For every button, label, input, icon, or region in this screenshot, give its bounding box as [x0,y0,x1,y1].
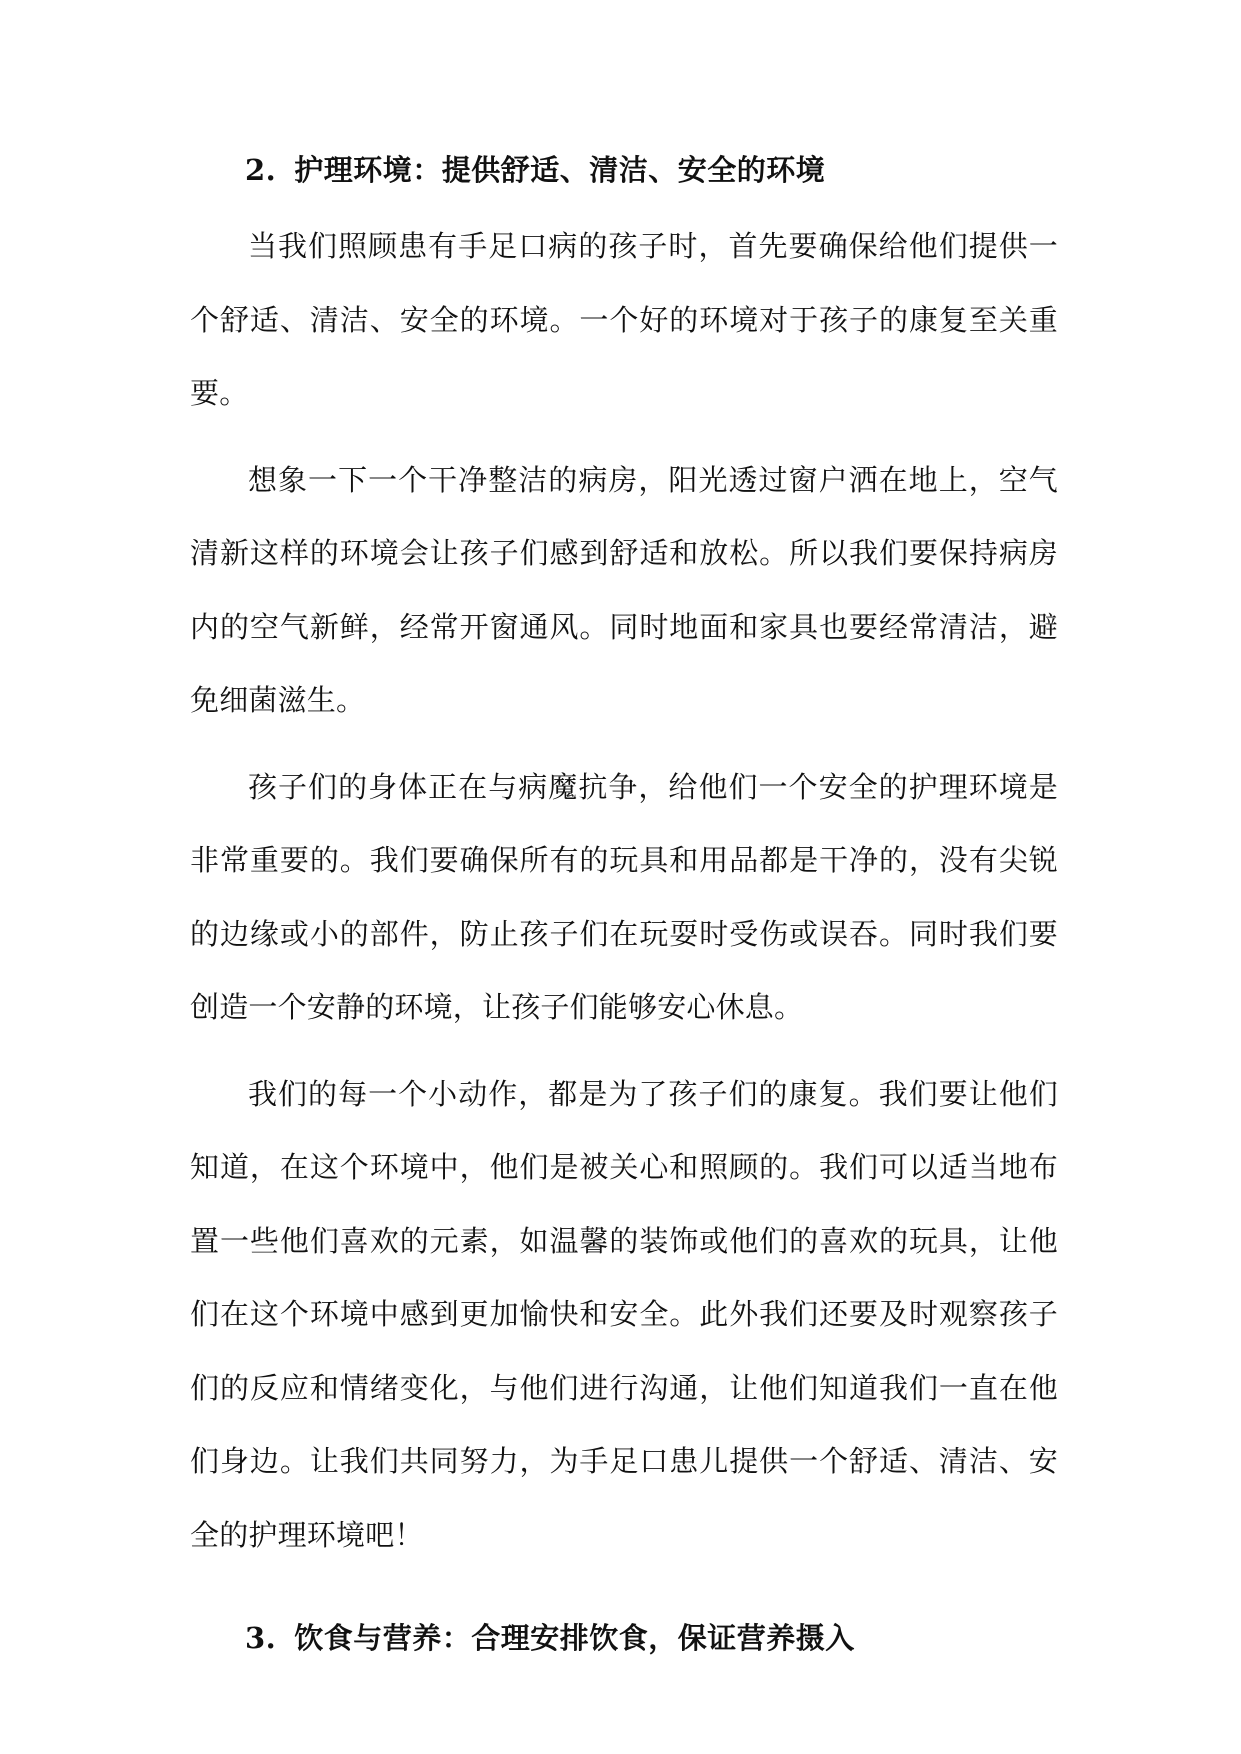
section-heading-2 [190,140,1058,200]
section-title: 饮食与营养：合理安排饮食，保证营养摄入 [294,1621,855,1655]
section-number: 3. [245,1621,277,1655]
paragraph: 当我们照顾患有手足口病的孩子时，首先要确保给他们提供一个舒适、清洁、安全的环境。一个好的环境对于孩子的康复至关重要。 [190,229,1058,410]
paragraph: 我们的每一个小动作，都是为了孩子们的康复。我们要让他们知道，在这个环境中，他们是被关心和照顾的。我们可以适当地布置一些他们喜欢的元素，如温馨的装饰或他们的喜欢的玩具，让他们在这个环境中感到更加愉快和安全。此外我们还要及时观察孩子们的反应和情绪变化，与他们进行沟通，让他们知道我们一直在他们身边。让我们共同努力，为手足口患儿提供一个舒适、清洁、安全的护理环境吧！ [190,1076,1058,1552]
section-number: 2. [245,153,277,187]
paragraph: 孩子们的身体正在与病魔抗争，给他们一个安全的护理环境是非常重要的。我们要确保所有的玩具和用品都是干净的，没有尖锐的边缘或小的部件，防止孩子们在玩耍时受伤或误吞。同时我们要创造一个安静的环境，让孩子们能够安心休息。 [190,769,1058,1024]
page-content [190,140,1058,1668]
section-heading-3 [190,1608,1058,1668]
section-title: 护理环境：提供舒适、清洁、安全的环境 [294,153,826,187]
paragraph: 想象一下一个干净整洁的病房，阳光透过窗户洒在地上，空气清新这样的环境会让孩子们感到舒适和放松。所以我们要保持病房内的空气新鲜，经常开窗通风。同时地面和家具也要经常清洁，避免细菌滋生。 [190,462,1058,717]
